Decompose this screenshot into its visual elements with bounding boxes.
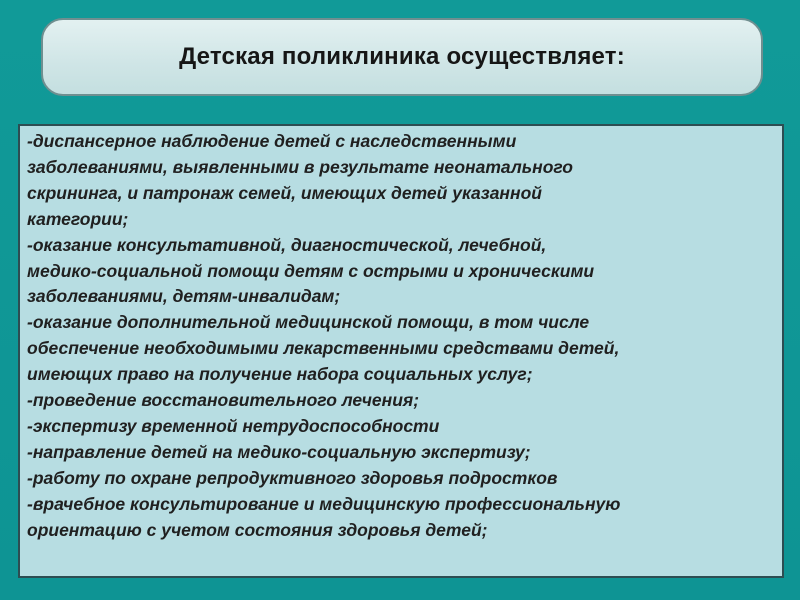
list-item-1: -диспансерное наблюдение детей с наследственными заболеваниями, выявленными в результате неонатального скрининга, и патронаж семей, имеющих детей указанной категории; <box>27 131 573 229</box>
list-item-8: -врачебное консультирование и медицинскую профессиональную ориентацию с учетом состояния здоровья детей; <box>27 493 621 540</box>
list-item-2: -оказание консультативной, диагностической, лечебной, медико-социальной помощи детям с острыми и хроническими заболеваниями, детям-инвалидам; <box>27 234 595 307</box>
list-item-3: -оказание дополнительной медицинской помощи, в том числе обеспечение необходимыми лекарственными средствами детей, имеющих право на получение набора социальных услуг; <box>27 312 620 385</box>
content-list <box>27 129 782 544</box>
list-item-5: -экспертизу временной нетрудоспособности <box>27 415 440 436</box>
slide-title: Детская поликлиника осуществляет: <box>179 43 625 70</box>
content-box <box>18 124 784 578</box>
title-box <box>41 18 763 96</box>
list-item-6: -направление детей на медико-социальную экспертизу; <box>27 441 531 462</box>
list-item-7: -работу по охране репродуктивного здоровья подростков <box>27 467 558 488</box>
list-item-4: -проведение восстановительного лечения; <box>27 390 420 411</box>
